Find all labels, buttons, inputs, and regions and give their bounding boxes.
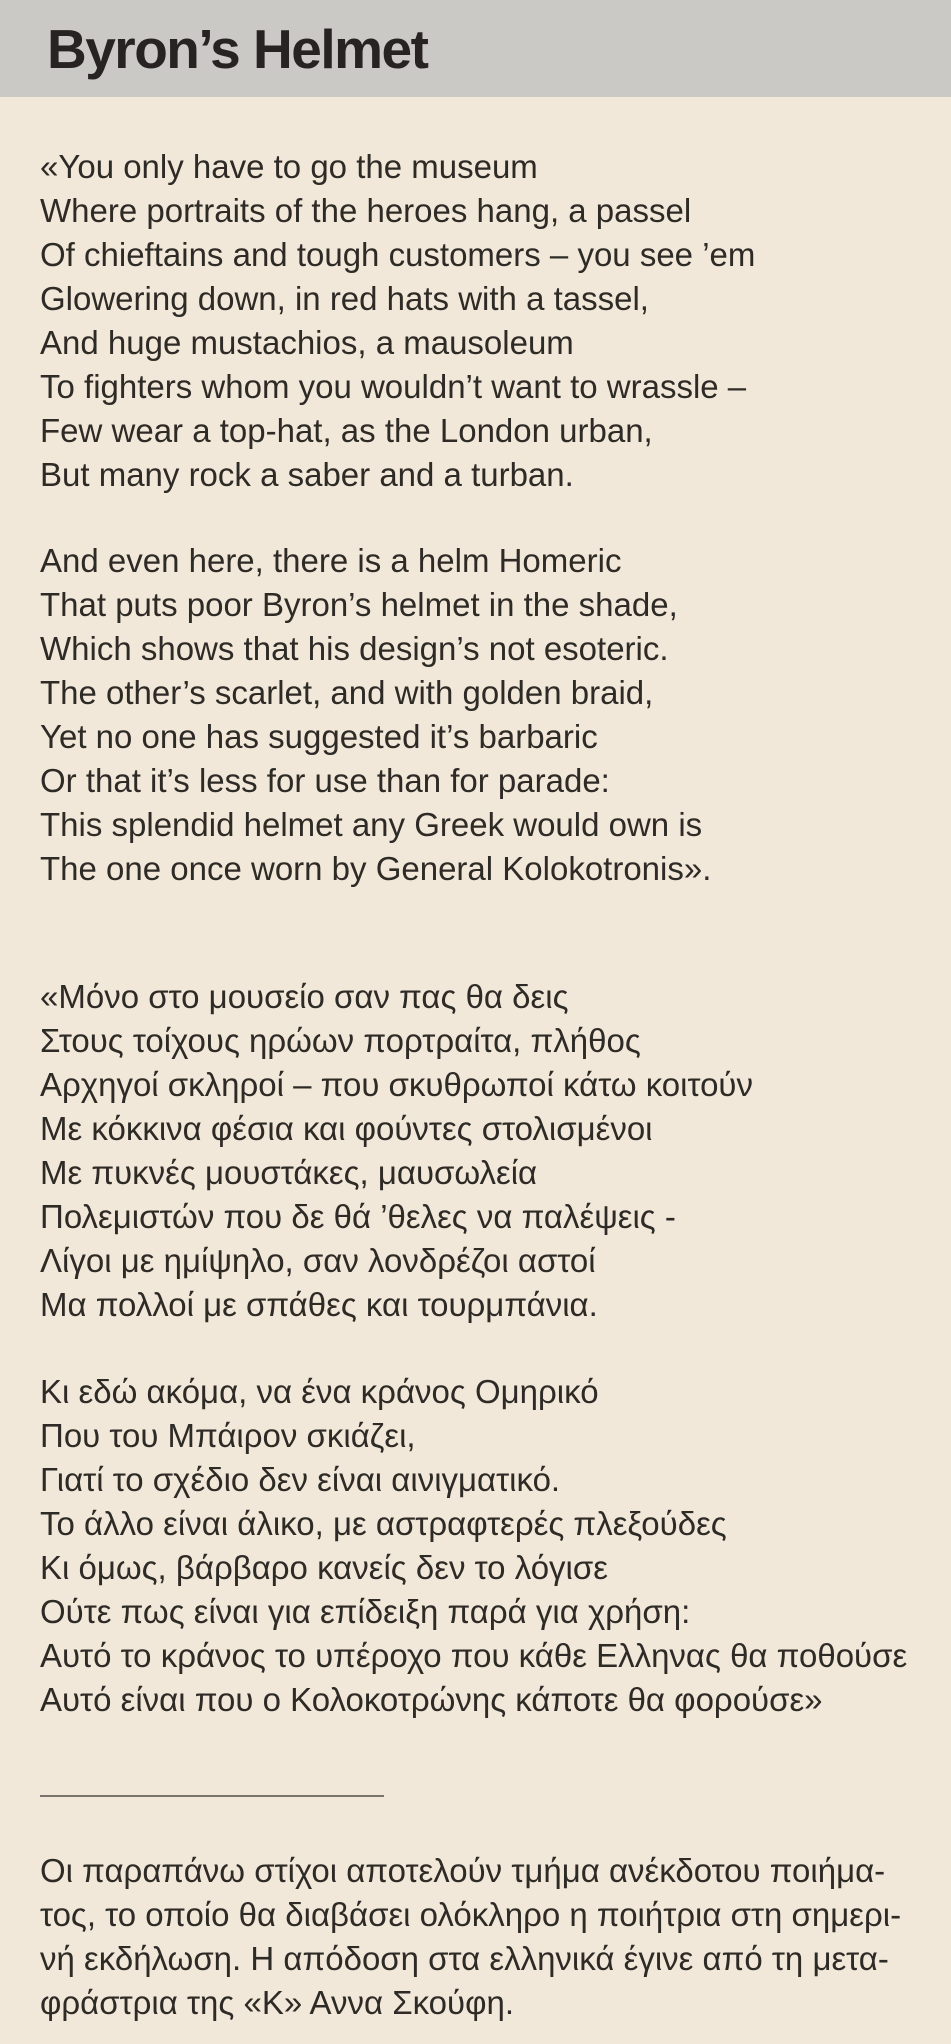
poem-line: Αρχηγοί σκληροί – που σκυθρωποί κάτω κοιτούν	[40, 1066, 753, 1103]
greek-stanza-2	[40, 1370, 911, 1722]
poem-line: Αυτό είναι που ο Κολοκοτρώνης κάποτε θα φορούσε»	[40, 1681, 823, 1718]
poem-line: Which shows that his design’s not esoteric.	[40, 630, 669, 667]
poem-line: τος, το οποίο θα διαβάσει ολόκληρο η ποιήτρια στη σημερι-	[40, 1896, 902, 1933]
poem-line: Glowering down, in red hats with a tassel,	[40, 280, 649, 317]
poem-line: Πολεμιστών που δε θά ’θελες να παλέψεις -	[40, 1198, 676, 1235]
poem-line: The one once worn by General Kolokotronis».	[40, 850, 712, 887]
poem-line: Of chieftains and tough customers – you see ’em	[40, 236, 756, 273]
poem-line: Οι παραπάνω στίχοι αποτελούν τμήμα ανέκδοτου ποιήμα-	[40, 1852, 886, 1889]
poem-line: And even here, there is a helm Homeric	[40, 542, 622, 579]
poem-line: Γιατί το σχέδιο δεν είναι αινιγματικό.	[40, 1461, 561, 1498]
poem-line: The other’s scarlet, and with golden braid,	[40, 674, 654, 711]
poem-line: And huge mustachios, a mausoleum	[40, 324, 574, 361]
poem-line: Ούτε πως είναι για επίδειξη παρά για χρήση:	[40, 1593, 691, 1630]
poem-line: Κι εδώ ακόμα, να ένα κράνος Ομηρικό	[40, 1373, 599, 1410]
poem-line: Yet no one has suggested it’s barbaric	[40, 718, 598, 755]
poem-line: Or that it’s less for use than for parade:	[40, 762, 610, 799]
poem-line: «You only have to go the museum	[40, 148, 538, 185]
poem-line: This splendid helmet any Greek would own is	[40, 806, 703, 843]
poem-line: Few wear a top-hat, as the London urban,	[40, 412, 653, 449]
poem-line: To fighters whom you wouldn’t want to wrassle –	[40, 368, 747, 405]
english-stanza-2	[40, 539, 911, 891]
poem-line: Το άλλο είναι άλικο, με αστραφτερές πλεξούδες	[40, 1505, 727, 1542]
poem-line: «Μόνο στο μουσείο σαν πας θα δεις	[40, 978, 569, 1015]
article-body	[0, 145, 951, 2025]
footnote-divider	[40, 1795, 384, 1797]
poem-line: Αυτό το κράνος το υπέροχο που κάθε Ελληνας θα ποθούσε	[40, 1637, 908, 1674]
greek-stanza-1	[40, 975, 911, 1327]
poem-line: Κι όμως, βάρβαρο κανείς δεν το λόγισε	[40, 1549, 608, 1586]
poem-line: Στους τοίχους ηρώων πορτραίτα, πλήθος	[40, 1022, 641, 1059]
english-stanza-1	[40, 145, 911, 497]
poem-line: That puts poor Byron’s helmet in the shade,	[40, 586, 678, 623]
poem-line: Με κόκκινα φέσια και φούντες στολισμένοι	[40, 1110, 653, 1147]
poem-line: Που του Μπάιρον σκιάζει,	[40, 1417, 416, 1454]
poem-line: Λίγοι με ημίψηλο, σαν λονδρέζοι αστοί	[40, 1242, 596, 1279]
poem-line: Μα πολλοί με σπάθες και τουρμπάνια.	[40, 1286, 598, 1323]
poem-line: φράστρια της «Κ» Αννα Σκούφη.	[40, 1984, 515, 2021]
poem-line: Με πυκνές μουστάκες, μαυσωλεία	[40, 1154, 538, 1191]
article-header	[0, 0, 951, 97]
article-title: Byron’s Helmet	[47, 17, 428, 80]
poem-line: But many rock a saber and a turban.	[40, 456, 574, 493]
footnote-paragraph	[40, 1849, 911, 2025]
poem-line: νή εκδήλωση. Η απόδοση στα ελληνικά έγινε από τη μετα-	[40, 1940, 889, 1977]
poem-line: Where portraits of the heroes hang, a passel	[40, 192, 692, 229]
